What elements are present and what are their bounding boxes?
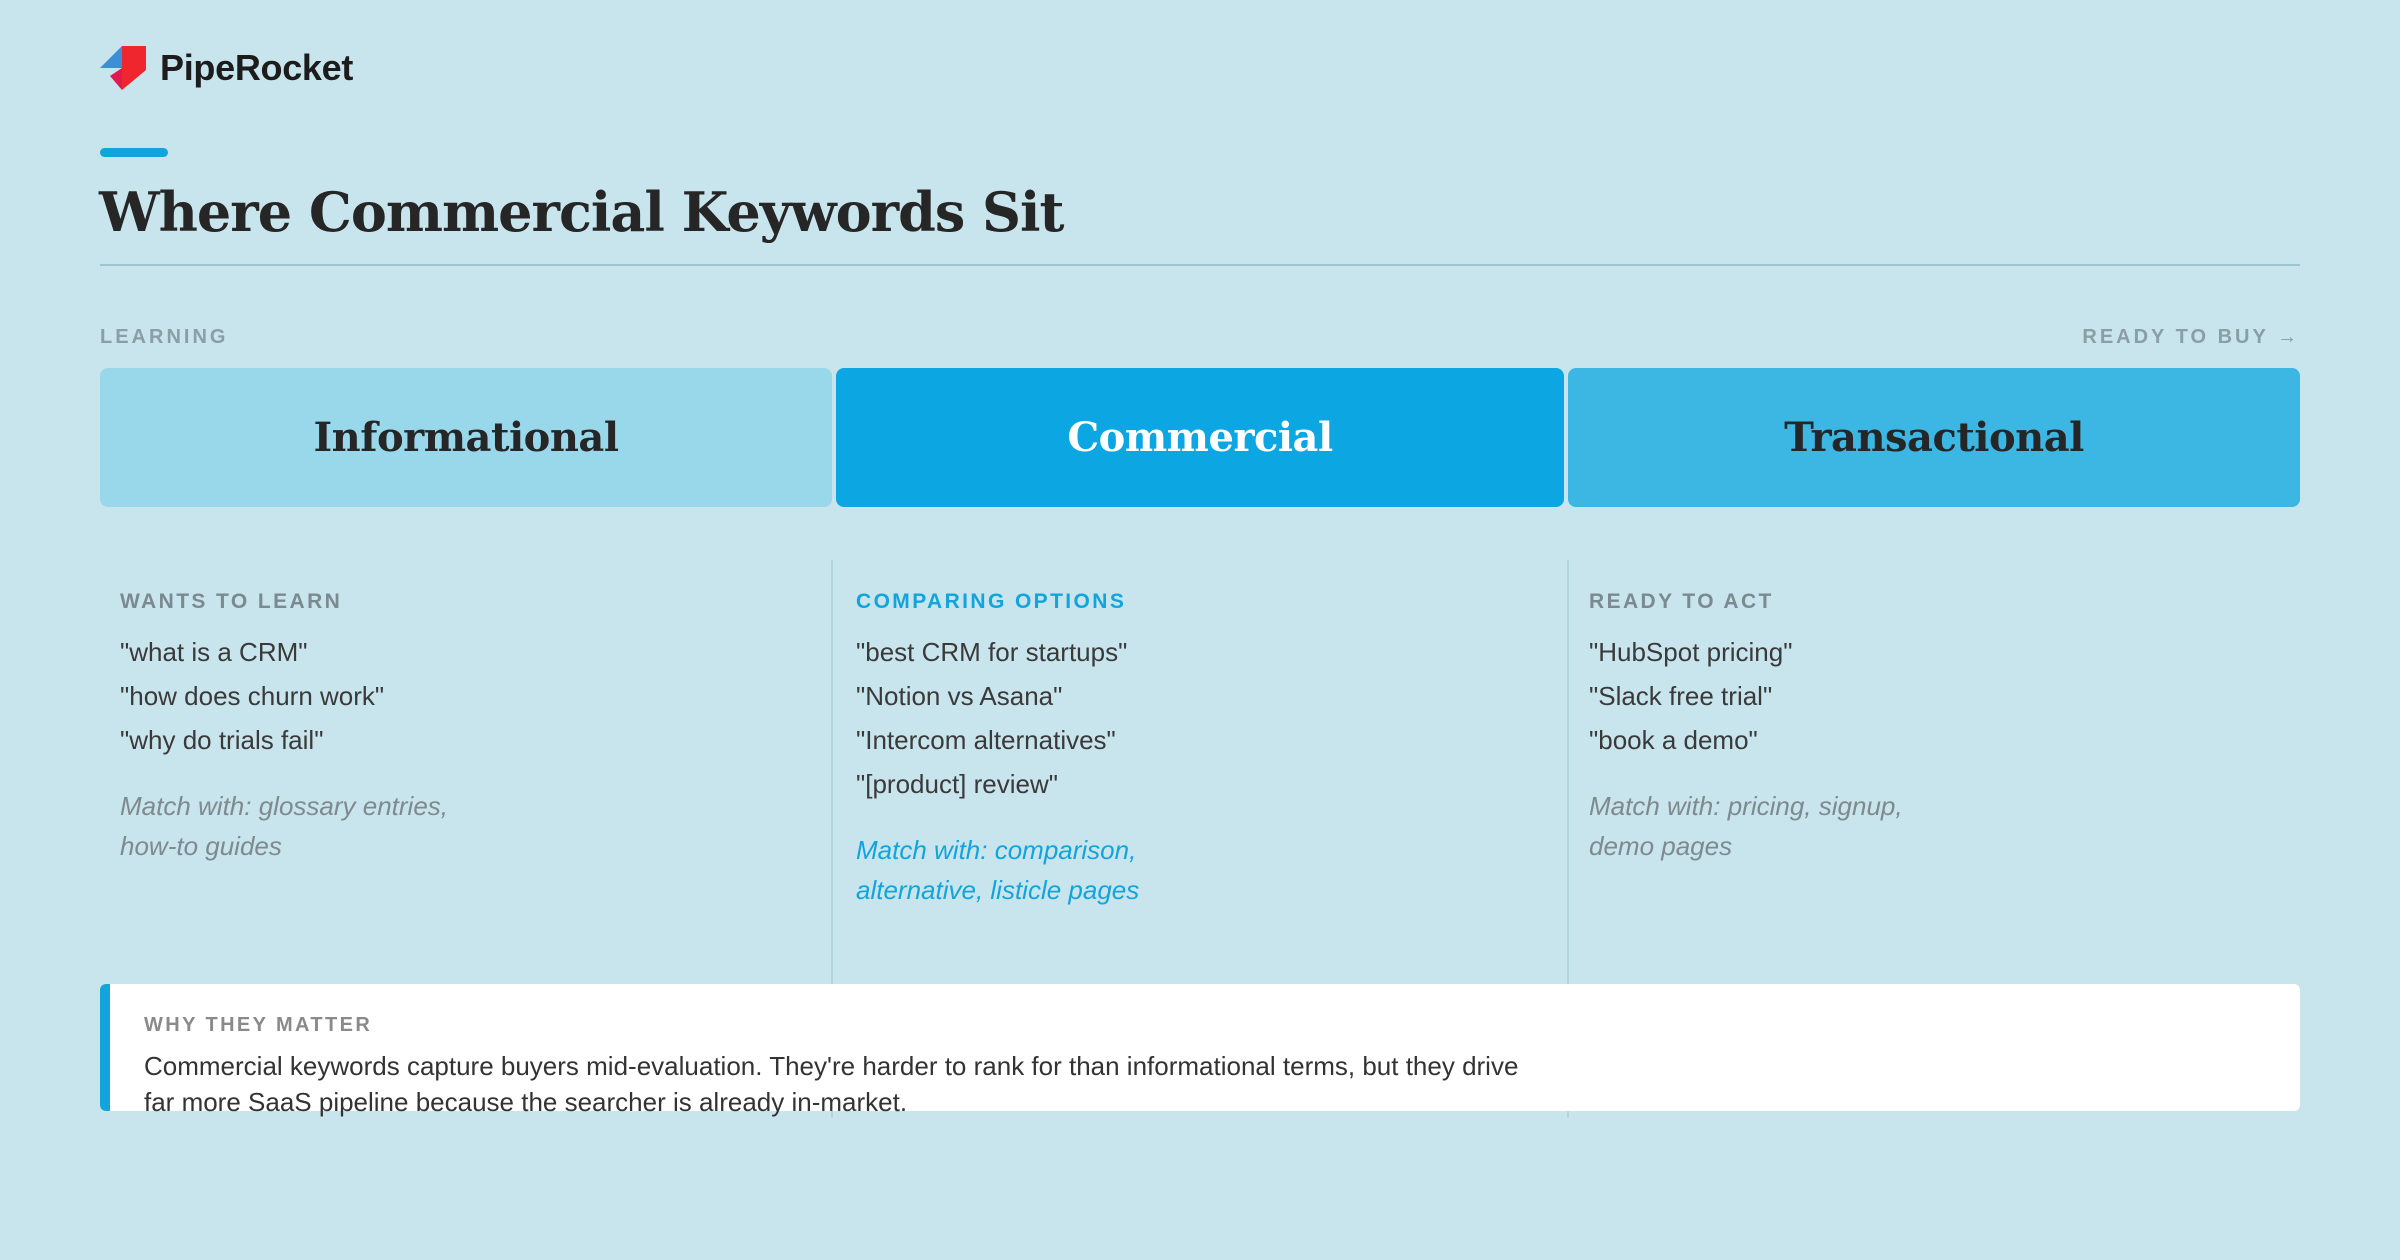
callout-body: Commercial keywords capture buyers mid-evaluation. They're harder to rank for than informational terms, but they drive far more SaaS pipeline because the searcher is already in-market. [144, 1051, 1519, 1117]
intent-stages [100, 368, 2300, 507]
match-note: Match with: comparison, alternative, listicle pages [856, 835, 1140, 905]
page-title: Where Commercial Keywords Sit [99, 180, 1064, 244]
scale-left-label: LEARNING [100, 326, 229, 348]
callout-heading: WHY THEY MATTER [144, 1014, 373, 1036]
example-list [856, 630, 1456, 806]
example-query: "what is a CRM" [120, 637, 308, 667]
example-query: "Intercom alternatives" [856, 725, 1116, 755]
stage-informational: Informational [100, 368, 832, 507]
example-list [1589, 630, 2189, 762]
title-accent-bar [100, 148, 168, 157]
brand-name: PipeRocket [160, 47, 354, 88]
brand-logo[interactable] [100, 46, 353, 90]
column-informational [120, 590, 720, 866]
example-query: "Slack free trial" [1589, 681, 1773, 711]
title-divider [100, 264, 2300, 266]
column-heading: READY TO ACT [1589, 590, 1774, 613]
example-query: "HubSpot pricing" [1589, 637, 1793, 667]
why-they-matter-callout [100, 984, 2300, 1117]
example-list [120, 630, 720, 762]
match-note: Match with: pricing, signup, demo pages [1589, 791, 1903, 861]
example-query: "how does churn work" [120, 681, 385, 711]
column-transactional [1589, 590, 2189, 866]
stage-transactional: Transactional [1568, 368, 2300, 507]
match-note: Match with: glossary entries, how-to guides [120, 791, 449, 861]
example-query: "[product] review" [856, 769, 1058, 799]
column-heading: COMPARING OPTIONS [856, 590, 1127, 613]
example-query: "book a demo" [1589, 725, 1758, 755]
column-heading: WANTS TO LEARN [120, 590, 343, 613]
callout-accent-bar [100, 984, 110, 1111]
example-query: "best CRM for startups" [856, 637, 1128, 667]
rocket-logo-icon [100, 46, 146, 90]
example-query: "why do trials fail" [120, 725, 324, 755]
scale-right-label: READY TO BUY → [2082, 326, 2300, 348]
column-commercial [856, 590, 1456, 910]
stage-commercial: Commercial [836, 368, 1564, 507]
example-query: "Notion vs Asana" [856, 681, 1063, 711]
